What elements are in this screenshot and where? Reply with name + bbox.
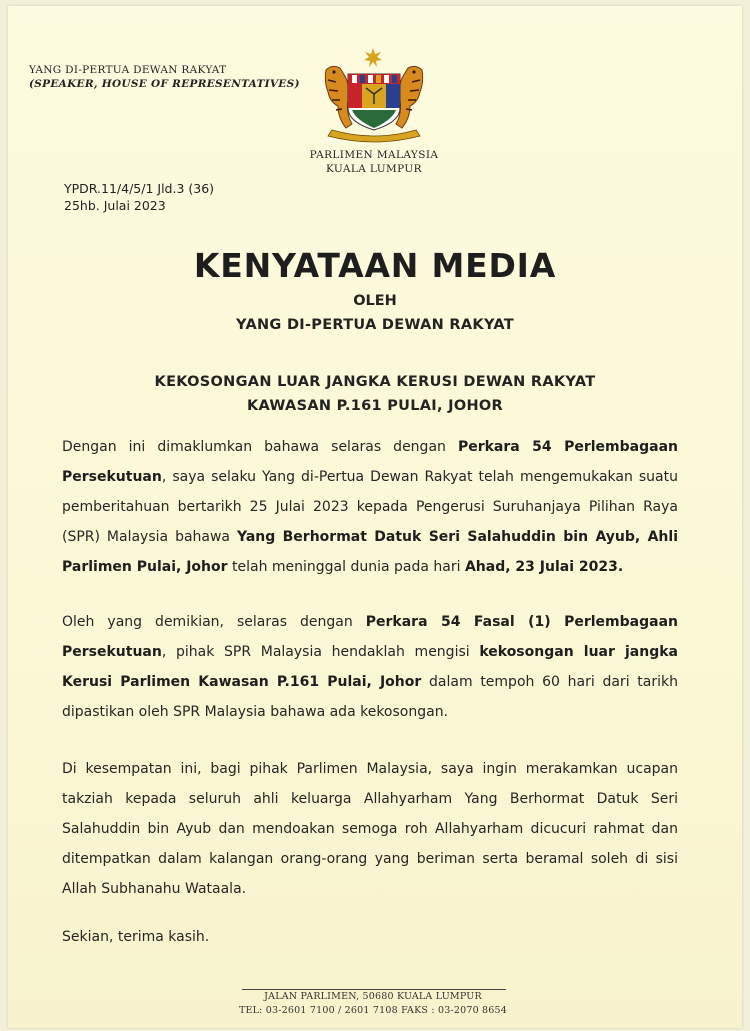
footer-phone: TEL: 03-2601 7100 / 2601 7108 FAKS : 03-2070 8654 — [238, 1005, 508, 1016]
p1-bold-article: Perkara 54 Perlembagaan Persekutuan — [62, 439, 678, 485]
issued-by-label: OLEH — [353, 293, 397, 309]
p1-bold-date: Ahad, 23 Julai 2023. — [464, 559, 624, 575]
footer-address: JALAN PARLIMEN, 50680 KUALA LUMPUR — [264, 991, 482, 1002]
reference-block — [64, 180, 214, 214]
issued-by-name: YANG DI-PERTUA DEWAN RAKYAT — [236, 317, 514, 333]
reference-date: 25hb. Julai 2023 — [64, 198, 166, 213]
p1-text-1: Dengan ini dimaklumkan bahawa selaras dengan — [62, 439, 458, 455]
parliament-letterhead — [288, 148, 460, 176]
speaker-title-malay: YANG DI-PERTUA DEWAN RAKYAT — [29, 64, 227, 76]
institution-city: KUALA LUMPUR — [326, 163, 422, 175]
p1-text-2: , saya selaku Yang di-Pertua Dewan Rakyat telah mengemukakan suatu pemberitahuan bertarikh 25 Julai 2023 kepada Pengerusi Suruhanjaya Pilihan Raya (SPR) Malaysia bahawa — [62, 469, 678, 545]
closing-line: Sekian, terima kasih. — [62, 929, 210, 945]
footer-contact — [208, 990, 538, 1018]
p2-bold-article: Perkara 54 Fasal (1) Perlembagaan Persekutuan — [62, 614, 678, 660]
p1-text-3: telah meninggal dunia pada hari — [227, 559, 465, 575]
speaker-title-english: (SPEAKER, HOUSE OF REPRESENTATIVES) — [29, 78, 300, 90]
p2-bold-seat: kekosongan luar jangka Kerusi Parlimen Kawasan P.161 Pulai, Johor — [62, 644, 678, 690]
p2-text-3: dalam tempoh 60 hari dari tarikh dipastikan oleh SPR Malaysia bahawa ada kekosongan. — [62, 674, 678, 720]
subject-heading — [8, 370, 742, 418]
paragraph-announcement — [62, 432, 678, 582]
subject-line-2: KAWASAN P.161 PULAI, JOHOR — [247, 398, 503, 414]
press-release-page — [8, 6, 742, 1028]
malaysia-coat-of-arms-icon — [312, 46, 436, 144]
subject-line-1: KEKOSONGAN LUAR JANGKA KERUSI DEWAN RAKYAT — [154, 374, 596, 390]
document-title: KENYATAAN MEDIA — [193, 246, 557, 285]
p1-bold-member: Yang Berhormat Datuk Seri Salahuddin bin Ayub, Ahli Parlimen Pulai, Johor — [62, 529, 678, 575]
reference-number: YPDR.11/4/5/1 Jld.3 (36) — [64, 181, 215, 196]
paragraph-vacancy — [62, 607, 678, 727]
speaker-letterhead — [29, 63, 300, 91]
institution-name: PARLIMEN MALAYSIA — [309, 149, 439, 161]
p2-text-1: Oleh yang demikian, selaras dengan — [62, 614, 366, 630]
p2-text-2: , pihak SPR Malaysia hendaklah mengisi — [161, 644, 480, 660]
paragraph-condolence: Di kesempatan ini, bagi pihak Parlimen Malaysia, saya ingin merakamkan ucapan takziah kepada seluruh ahli keluarga Allahyarham Yang Berhormat Datuk Seri Salahuddin bin Ayub dan mendoakan semoga roh Allahyarham dicucuri rahmat dan ditempatkan dalam kalangan orang-orang yang beriman serta beramal soleh di sisi Allah Subhanahu Wataala. — [62, 761, 678, 897]
